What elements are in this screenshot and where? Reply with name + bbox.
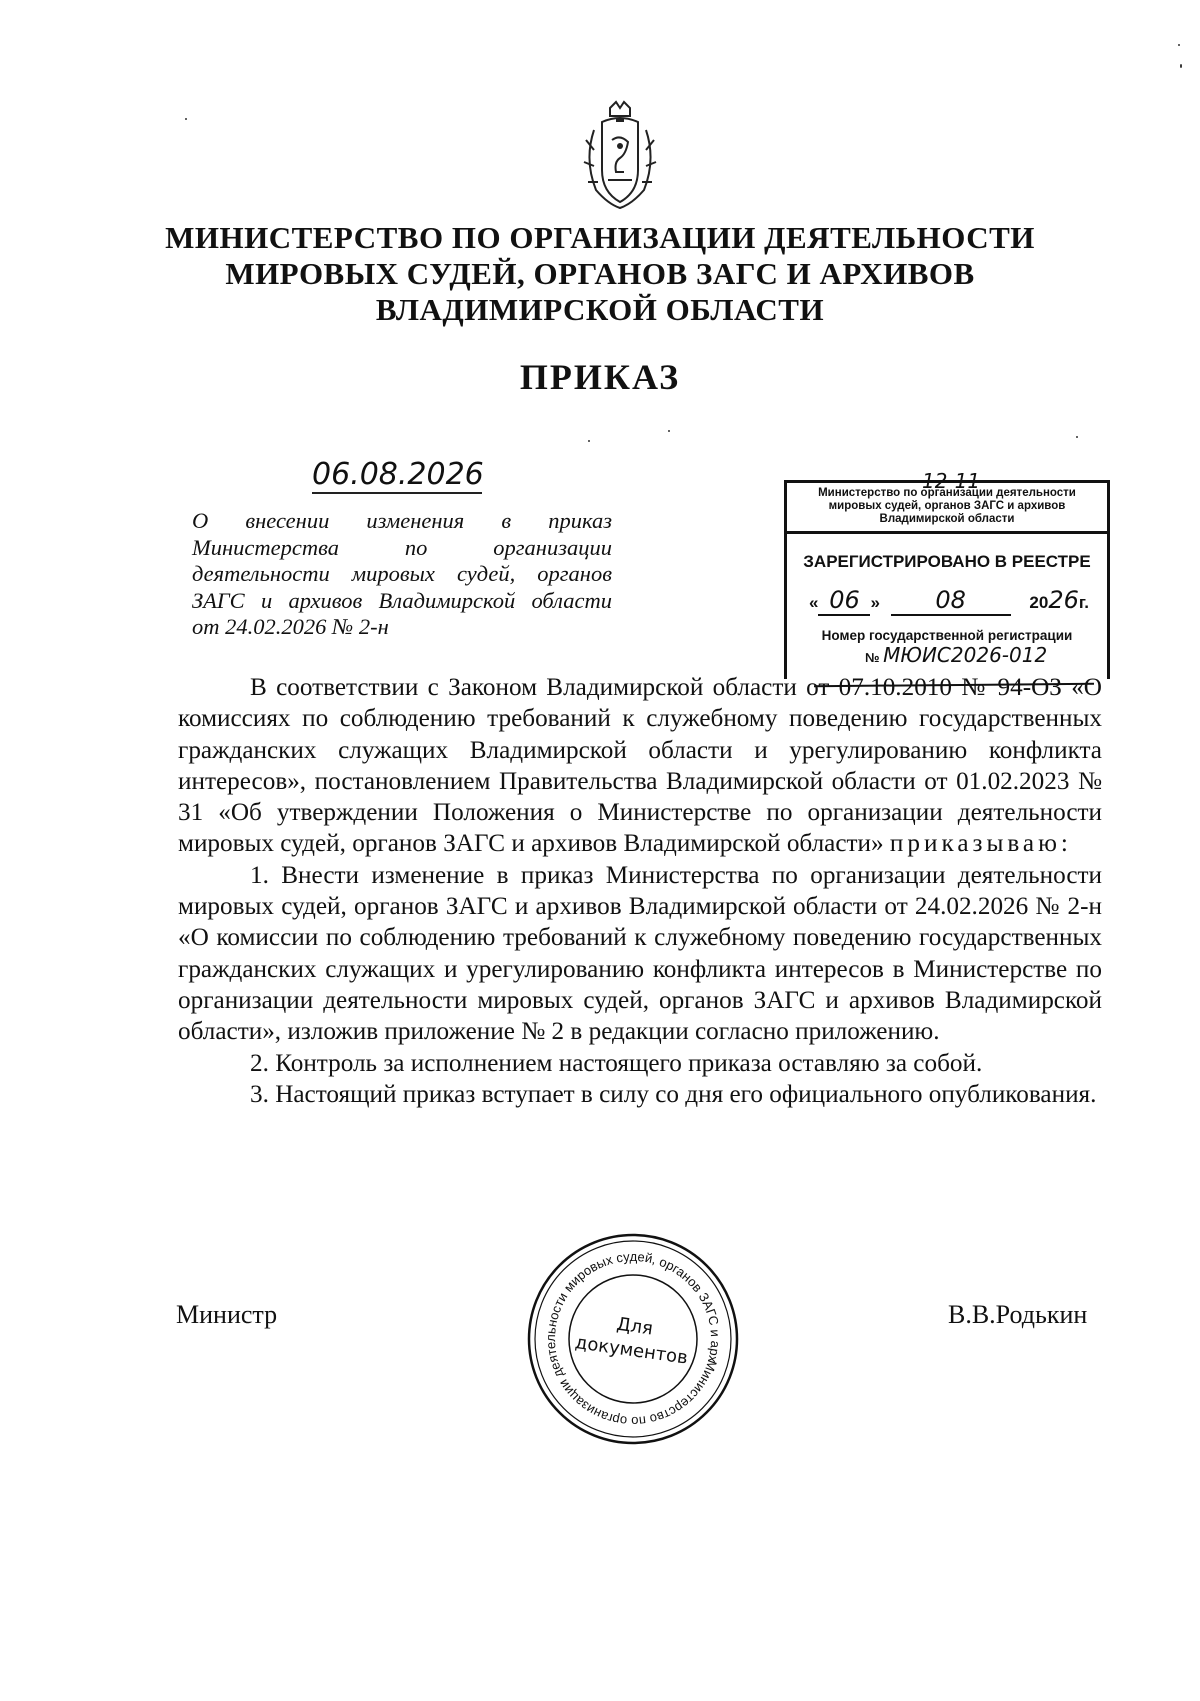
stamp-number-label: Номер государственной регистрации	[821, 628, 1073, 643]
stamp-date-line	[787, 586, 1107, 616]
ministry-line-2: МИРОВЫХ СУДЕЙ, ОРГАНОВ ЗАГС И АРХИВОВ	[225, 256, 975, 291]
signer-name: В.В.Родькин	[948, 1300, 1088, 1329]
stamp-header-line-1: Министерство по организации деятельности	[818, 487, 1076, 499]
stamp-month: 08	[891, 586, 1011, 616]
order-date-handwritten: 06.08.2026	[312, 457, 484, 492]
stamp-close-quote: »	[870, 593, 880, 612]
registration-stamp	[784, 469, 1110, 679]
stamp-registered-label: ЗАРЕГИСТРИРОВАНО В РЕЕСТРЕ	[803, 552, 1091, 571]
subject-line-2: Министерства по организации	[192, 534, 612, 560]
ministry-line-1: МИНИСТЕРСТВО ПО ОРГАНИЗАЦИИ ДЕЯТЕЛЬНОСТИ	[165, 220, 1035, 255]
stamp-day: 06	[818, 586, 870, 616]
official-seal	[526, 1232, 740, 1446]
scan-speck	[1180, 64, 1182, 68]
scan-speck	[588, 440, 590, 442]
scan-speck	[668, 430, 670, 432]
order-subject	[192, 508, 612, 641]
stamp-year-suffix: 26	[1048, 586, 1079, 614]
stamp-open-quote: «	[809, 593, 819, 612]
stamp-handwritten-top-number: 12-11	[922, 469, 981, 493]
stamp-number-prefix: №	[865, 650, 880, 665]
document-type-title: ПРИКАЗ	[519, 357, 681, 397]
ministry-line-3: ВЛАДИМИРСКОЙ ОБЛАСТИ	[375, 292, 825, 327]
seal-center-line-2: документов	[573, 1332, 690, 1369]
body-paragraph-3: 2. Контроль за исполнением настоящего приказа оставляю за собой.	[250, 1049, 983, 1077]
vladimir-coat-of-arms-icon	[572, 100, 668, 210]
body-paragraph-1	[178, 672, 1102, 860]
body-order-word: приказываю:	[889, 830, 1072, 858]
stamp-header-line-2: мировых судей, органов ЗАГС и архивов	[828, 500, 1066, 512]
stamp-year-prefix: 20	[1029, 593, 1049, 612]
stamp-year-unit: г.	[1078, 593, 1089, 612]
stamp-number-line	[787, 643, 1107, 667]
body-paragraph-4: 3. Настоящий приказ вступает в силу со дня его официального опубликования.	[250, 1080, 1097, 1108]
scan-speck	[1076, 436, 1078, 438]
stamp-header-line-3: Владимирской области	[879, 513, 1015, 525]
seal-ring-text: Министерство по организации деятельности мировых судей, органов ЗАГС и архивов	[542, 1248, 724, 1430]
order-body	[178, 672, 1102, 1110]
subject-line-5: от 24.02.2026 № 2-н	[192, 614, 389, 640]
body-paragraph-1-text: В соответствии с Законом Владимирской области от 07.10.2010 № 94-ОЗ «О комиссиях по соблюдению требований к служебному поведению государственных гражданских служащих Владимирской области и урегулированию конфликта интересов», постановлением Правительства Владимирской области от 01.02.2023 № 31 «Об утверждении Положения о Министерстве по организации деятельности мировых судей, органов ЗАГС и архивов Владимирской области»	[178, 674, 1102, 858]
subject-line-4: ЗАГС и архивов Владимирской области	[192, 587, 612, 613]
scan-speck	[1178, 44, 1180, 46]
stamp-number-handwritten: МЮИС2026-012	[883, 643, 1048, 667]
svg-text:Министерство по организации де	[526, 1232, 740, 1446]
subject-line-1: О внесении изменения в приказ	[192, 508, 612, 533]
body-paragraph-2: 1. Внести изменение в приказ Министерства по организации деятельности мировых судей, органов ЗАГС и архивов Владимирской области от 24.02.2026 № 2-н «О комиссии по соблюдению требований к служебному поведению государственных гражданских служащих и урегулированию конфликта интересов в Министерстве по организации деятельности мировых судей, органов ЗАГС и архивов Владимирской области», изложив приложение № 2 в редакции согласно приложению.	[178, 861, 1102, 1046]
seal-center-line-1: Для	[615, 1313, 655, 1340]
subject-line-3: деятельности мировых судей, органов	[192, 561, 612, 587]
scan-speck	[185, 118, 187, 120]
ministry-name	[100, 220, 1100, 328]
signer-title: Министр	[176, 1300, 278, 1329]
